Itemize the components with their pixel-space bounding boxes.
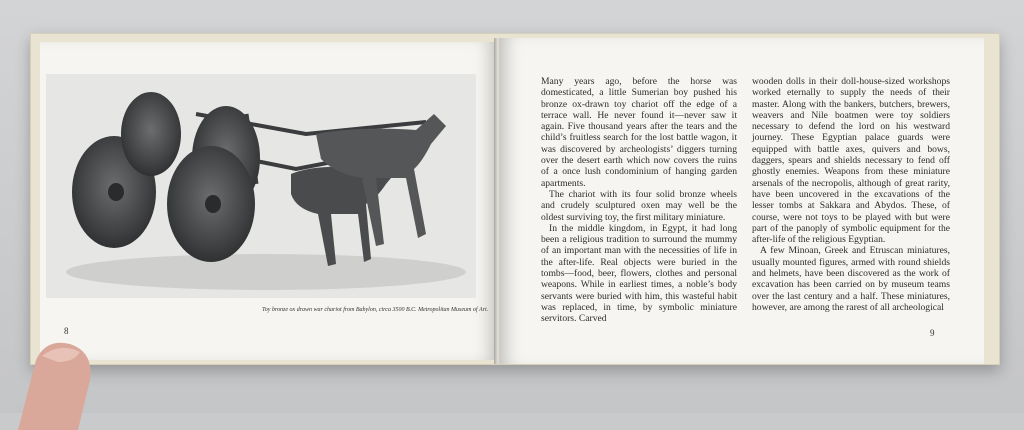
page-number-left: 8: [64, 326, 69, 336]
text-column-2: [752, 76, 950, 313]
photo-caption: Toy bronze ox drawn war chariot from Babylon, circa 3500 B.C. Metropolitan Museum of Art.: [262, 307, 489, 313]
paragraph: The chariot with its four solid bronze wheels and crudely sculptured oxen may well be the oldest surviving toy, the first military miniature.: [541, 188, 737, 223]
left-page: [40, 42, 496, 360]
paragraph: Many years ago, before the horse was domesticated, a little Sumerian boy pushed his bronze ox-drawn toy chariot off the edge of a terrace wall. He never found it—never saw it again. Five thousand years after the tears and the child’s fruitless search for the lost battle wagon, it was discovered by archeologists’ diggers turning over the desert earth which now covers the ruins of a once lush condominium of hanging garden apartments.: [541, 76, 737, 189]
paragraph: wooden dolls in their doll-house-sized workshops worked eternally to supply the needs of their master. Along with the bankers, butchers, brewers, weavers and Nile boatmen were toy soldiers necessary to defend the lord on his westward journey. These Egyptian palace guards were equipped with battle axes, quivers and bows, daggers, spears and shields necessary to fend off ghostly enemies. Weapons from these miniature arsenals of the necropolis, although of great rarity, have been uncovered in the excavations of the lesser tombs at Sakkara and Abydos. These, of course, were not toys to be played with but were part of the panoply of symbolic equipment for the after-life of the religious Egyptian.: [752, 76, 950, 246]
page-number-right: 9: [930, 328, 935, 338]
paragraph: A few Minoan, Greek and Etruscan miniatures, usually mounted figures, armed with round shields and helmets, have been discovered as the work of excavation has been carried on by museum teams over the last century and a half. These miniatures, however, are among the rarest of all archeological: [752, 245, 950, 313]
chariot-photo: [46, 74, 476, 298]
chariot-illustration: [46, 74, 476, 298]
thumb-icon: [8, 320, 108, 430]
paragraph: In the middle kingdom, in Egypt, it had long been a religious tradition to surround the mummy of an important man with the necessities of life in the after-life. Real objects were buried in the tombs—food, beer, flowers, clothes and personal weapons. While in earliest times, a noble’s body servants were buried with him, this wasteful habit was replaced, in time, by symbolic miniature servitors. Carved: [541, 222, 737, 325]
text-column-1: [541, 76, 737, 325]
